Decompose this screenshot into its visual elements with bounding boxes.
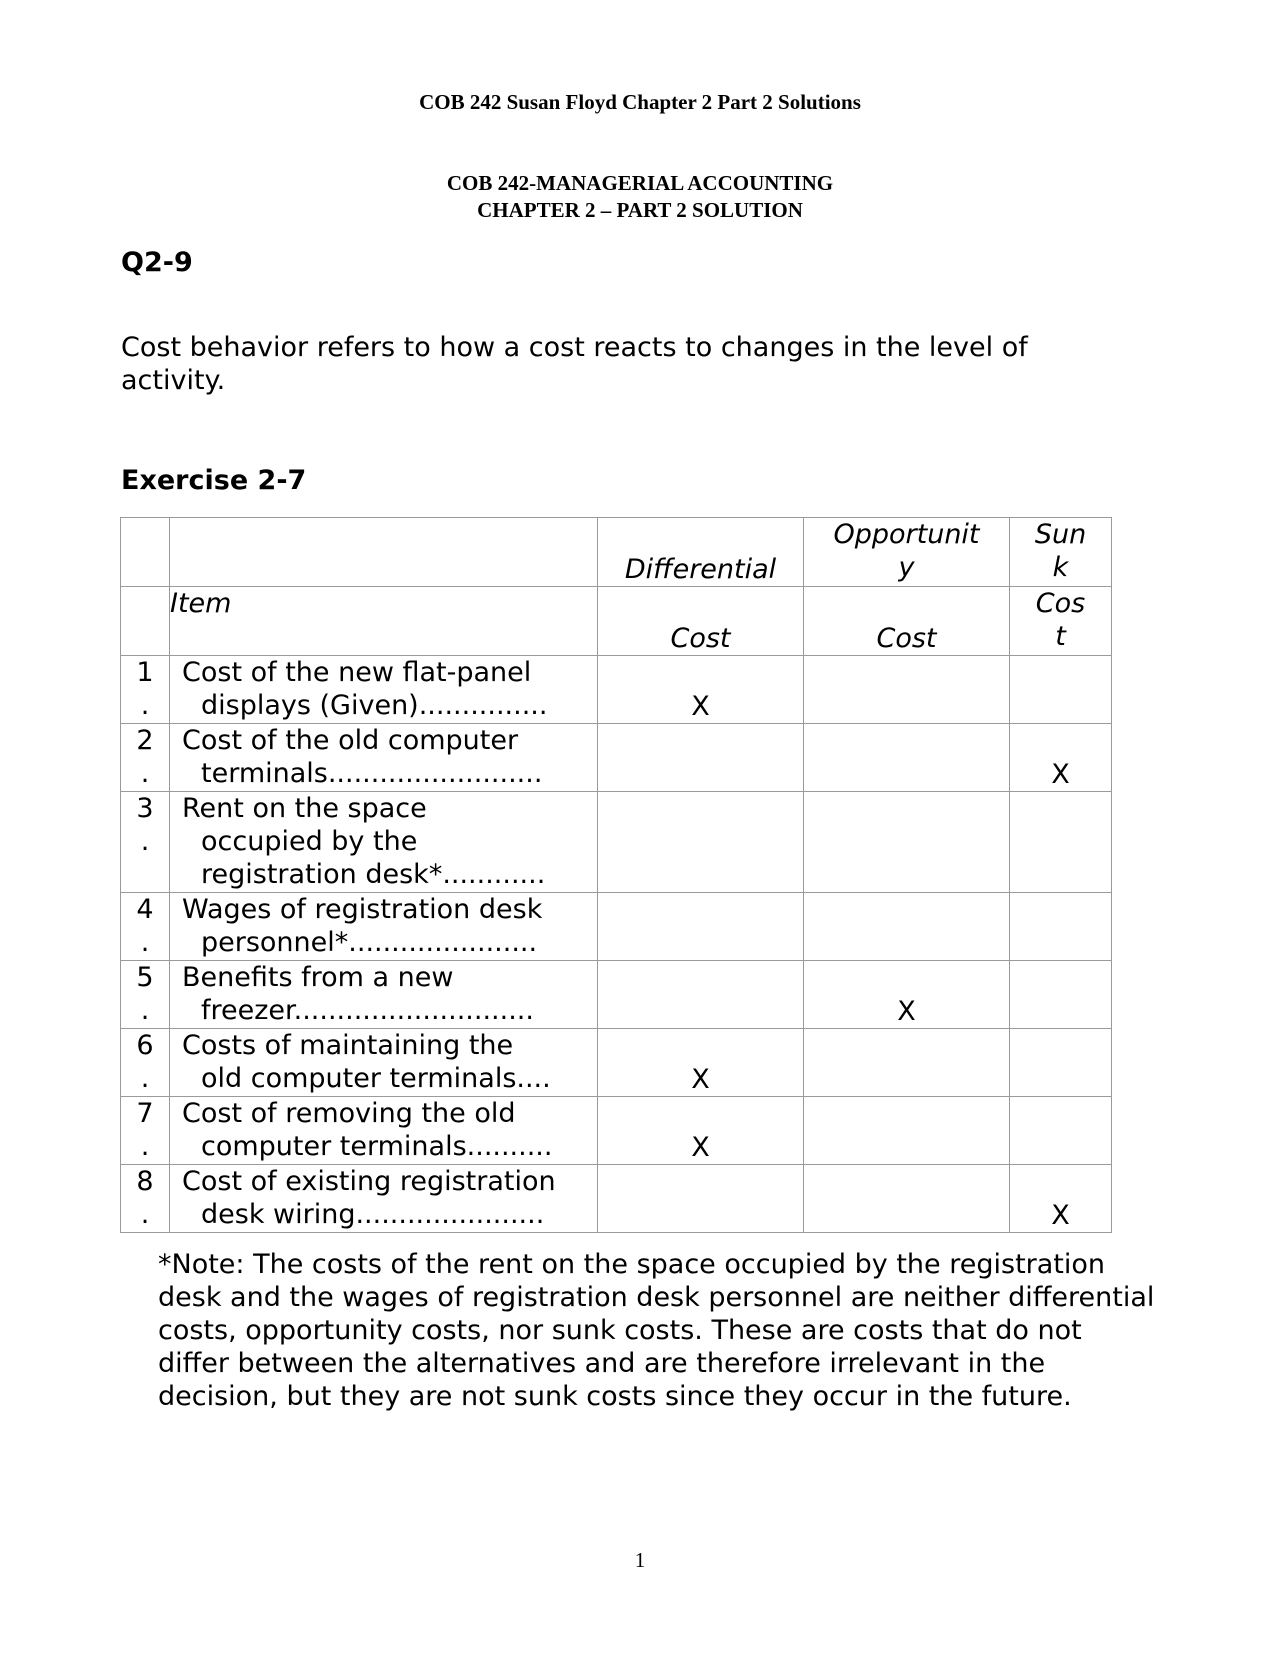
row-opportunity-mark	[804, 1165, 1010, 1233]
row-number: 6 .	[121, 1029, 170, 1097]
row-sunk-mark	[1010, 1029, 1112, 1097]
header-opportunity-bottom	[804, 587, 1010, 656]
row-differential-mark	[598, 792, 804, 893]
header-num-blank-2	[121, 587, 170, 656]
row-differential-mark: X	[598, 1029, 804, 1097]
header-sunk-line-4: t	[1055, 621, 1066, 652]
header-opportunity-line-1: Opportunit	[833, 519, 980, 550]
header-differential-cost: Cost	[670, 623, 731, 654]
row-item: Wages of registration desk personnel*......................	[170, 893, 598, 961]
row-number: 4 .	[121, 893, 170, 961]
header-sunk-line-3: Cos	[1035, 588, 1086, 619]
row-differential-mark	[598, 961, 804, 1029]
row-item: Rent on the space occupied by the registration desk*............	[170, 792, 598, 893]
row-number: 3 .	[121, 792, 170, 893]
table-row	[121, 1165, 1112, 1233]
row-item: Cost of the old computer terminals.........................	[170, 724, 598, 792]
table-row	[121, 656, 1112, 724]
question-answer: Cost behavior refers to how a cost reacts to changes in the level of activity.	[121, 332, 1028, 396]
header-num-blank	[121, 518, 170, 587]
row-number: 8 .	[121, 1165, 170, 1233]
header-item: Item	[170, 587, 598, 656]
header-differential-top	[598, 518, 804, 587]
row-opportunity-mark	[804, 893, 1010, 961]
row-number: 7 .	[121, 1097, 170, 1165]
row-sunk-mark: X	[1010, 1165, 1112, 1233]
row-sunk-mark: X	[1010, 724, 1112, 792]
table-row	[121, 724, 1112, 792]
header-sunk-bottom	[1010, 587, 1112, 656]
row-differential-mark	[598, 1165, 804, 1233]
row-differential-mark: X	[598, 1097, 804, 1165]
table-note: *Note: The costs of the rent on the space occupied by the registration desk and the wages of registration desk personnel are neither differential costs, opportunity costs, nor sunk costs. These are costs that do not differ between the alternatives and are therefore irrelevant in the decision, but they are not sunk costs since they occur in the future.	[158, 1249, 1155, 1412]
header-sunk-line-2: k	[1052, 552, 1069, 583]
table-header-row-1	[121, 518, 1112, 587]
table-row	[121, 792, 1112, 893]
row-opportunity-mark	[804, 656, 1010, 724]
row-number: 2 .	[121, 724, 170, 792]
row-opportunity-mark: X	[804, 961, 1010, 1029]
document-title-line-1: COB 242-MANAGERIAL ACCOUNTING	[446, 171, 834, 195]
row-sunk-mark	[1010, 961, 1112, 1029]
row-differential-mark	[598, 893, 804, 961]
header-item-blank	[170, 518, 598, 587]
header-differential-bottom	[598, 587, 804, 656]
question-heading: Q2-9	[121, 247, 193, 278]
table-row	[121, 961, 1112, 1029]
row-item: Costs of maintaining the old computer terminals....	[170, 1029, 598, 1097]
table-row	[121, 1029, 1112, 1097]
row-number: 1 .	[121, 656, 170, 724]
document-title-line-2: CHAPTER 2 – PART 2 SOLUTION	[477, 198, 803, 222]
page-number: 1	[634, 1548, 646, 1572]
header-opportunity-line-2: y	[898, 552, 915, 583]
header-opportunity-cost: Cost	[876, 623, 937, 654]
row-item: Cost of existing registration desk wiring......................	[170, 1165, 598, 1233]
row-sunk-mark	[1010, 893, 1112, 961]
row-sunk-mark	[1010, 792, 1112, 893]
row-item: Benefits from a new freezer............................	[170, 961, 598, 1029]
header-differential-label: Differential	[624, 554, 777, 585]
row-item: Cost of the new flat-panel displays (Given)...............	[170, 656, 598, 724]
row-opportunity-mark	[804, 792, 1010, 893]
row-sunk-mark	[1010, 656, 1112, 724]
row-differential-mark: X	[598, 656, 804, 724]
row-item: Cost of removing the old computer terminals..........	[170, 1097, 598, 1165]
row-opportunity-mark	[804, 1097, 1010, 1165]
cost-classification-table	[120, 517, 1112, 1233]
header-sunk-line-1: Sun	[1034, 519, 1087, 550]
header-sunk-top	[1010, 518, 1112, 587]
row-differential-mark	[598, 724, 804, 792]
row-sunk-mark	[1010, 1097, 1112, 1165]
exercise-heading: Exercise 2-7	[121, 465, 307, 496]
row-opportunity-mark	[804, 1029, 1010, 1097]
row-opportunity-mark	[804, 724, 1010, 792]
table-header-row-2	[121, 587, 1112, 656]
header-opportunity-top	[804, 518, 1010, 587]
table-row	[121, 1097, 1112, 1165]
running-header: COB 242 Susan Floyd Chapter 2 Part 2 Solutions	[419, 90, 861, 114]
row-number: 5 .	[121, 961, 170, 1029]
document-title	[0, 170, 1280, 224]
table-row	[121, 893, 1112, 961]
